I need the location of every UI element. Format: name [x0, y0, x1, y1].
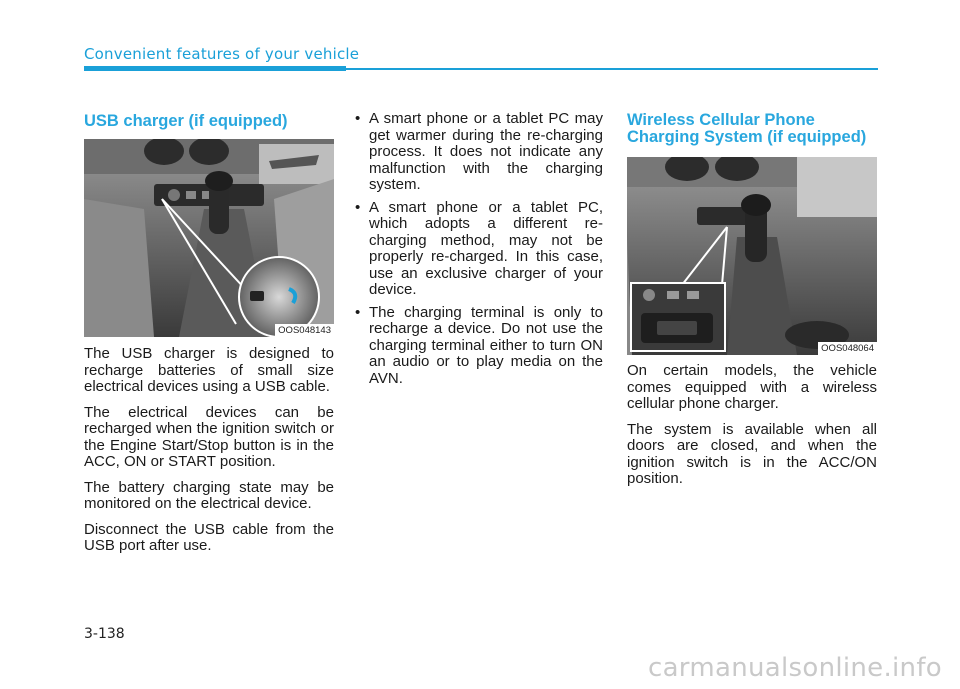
list-item: • The charging terminal is only to recharge a device. Do not use the charging terminal either to turn ON an audio or to play media on the AVN. — [355, 303, 603, 387]
list-item: • A smart phone or a tablet PC, which adopts a different re-charging method, may not be properly re-charged. In this case, use an exclusive charger of your device. — [355, 198, 603, 298]
charging-notes-list — [355, 111, 603, 393]
usb-charger-body — [84, 346, 334, 564]
figure-code: OOS048064 — [818, 342, 877, 355]
wireless-pad-illustration — [627, 157, 877, 355]
section-title: Convenient features of your vehicle — [84, 45, 360, 63]
header-accent-bar — [84, 66, 346, 71]
list-item: • A smart phone or a tablet PC may get warmer during the re-charging process. It does not indicate any malfunction with the charging system. — [355, 110, 603, 193]
paragraph: The battery charging state may be monitored on the electrical device. — [84, 478, 334, 512]
paragraph: On certain models, the vehicle comes equipped with a wireless cellular phone charger. — [627, 362, 877, 412]
wireless-charging-body — [627, 363, 877, 497]
paragraph: The USB charger is designed to recharge batteries of small size electrical devices using a USB cable. — [84, 345, 334, 395]
figure-code: OOS048143 — [275, 324, 334, 337]
wireless-charging-heading: Wireless Cellular Phone Charging System (if equipped) — [627, 111, 867, 146]
usb-charger-photo — [84, 139, 334, 337]
wireless-charger-photo — [627, 157, 877, 355]
paragraph: The system is available when all doors are closed, and when the ignition switch is in the ACC/ON position. — [627, 420, 877, 487]
usb-console-illustration — [84, 139, 334, 337]
usb-charger-heading: USB charger (if equipped) — [84, 112, 288, 130]
header-rule — [346, 68, 878, 70]
paragraph: Disconnect the USB cable from the USB port after use. — [84, 520, 334, 554]
paragraph: The electrical devices can be recharged when the ignition switch or the Engine Start/Stop button is in the ACC, ON or START position. — [84, 403, 334, 470]
page-number: 3-138 — [84, 626, 125, 642]
watermark: carmanualsonline.info — [647, 653, 942, 683]
